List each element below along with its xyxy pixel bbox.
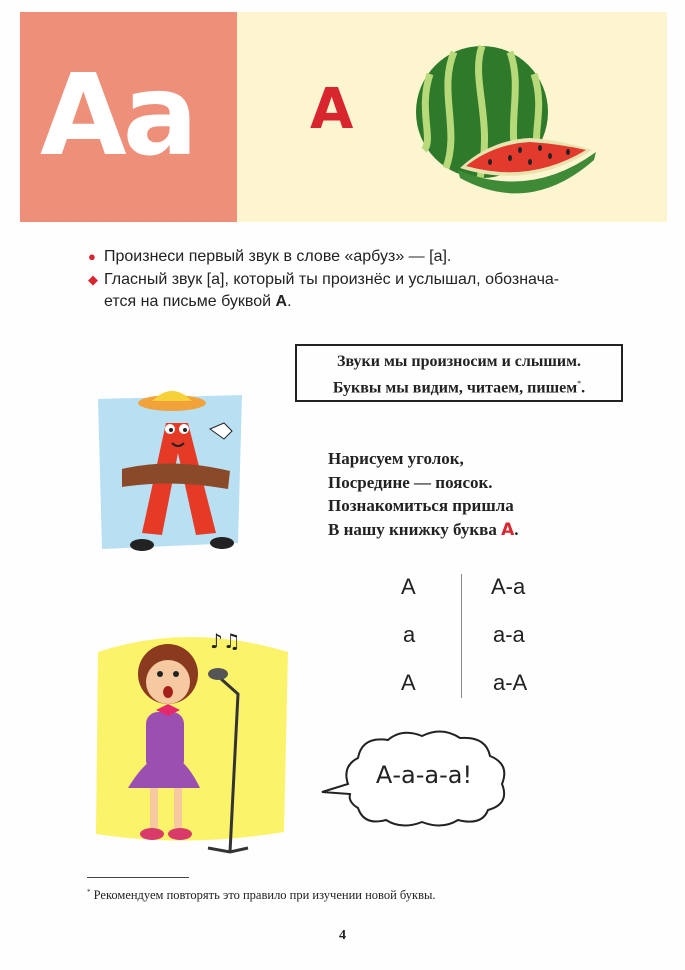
table-left-cell: а	[403, 622, 416, 647]
rule-line-2-end: .	[581, 379, 586, 397]
singing-girl-illustration	[88, 612, 298, 862]
table-right-cell: а-а	[493, 622, 525, 647]
bullet-item	[88, 269, 648, 313]
bullet-period: .	[287, 293, 292, 310]
table-right-cell: А-а	[491, 574, 526, 599]
bullet-item	[88, 246, 648, 268]
poem-line-1: Нарисуем уголок,	[328, 449, 464, 468]
footnote-divider	[87, 877, 189, 878]
big-letters-aa: Aa	[40, 51, 195, 181]
bullet-text-2a: Гласный звук [а], который ты произнёс и услышал, обознача-	[104, 271, 560, 288]
red-letter-a: A	[310, 77, 354, 142]
bullet-text-1: Произнеси первый звук в слове «арбуз» — [а].	[104, 248, 452, 265]
header-left-panel	[20, 12, 237, 222]
bullet-dot-icon: ●	[88, 249, 96, 264]
watermelon-illustration	[410, 40, 610, 210]
poem	[328, 447, 519, 542]
poem-line-2: Посредине — поясок.	[328, 472, 493, 492]
poem-period: .	[514, 519, 519, 539]
instruction-bullets	[88, 246, 648, 313]
footnote-mark: *	[577, 379, 582, 388]
poem-letter-a: А	[501, 519, 515, 540]
table-right-cell: а-А	[493, 670, 528, 695]
table-divider	[461, 574, 462, 698]
rule-line-2-wrap	[297, 373, 621, 399]
letter-a-character-illustration	[92, 383, 252, 563]
speech-bubble	[318, 728, 518, 832]
bullet-letter-a: А	[275, 293, 288, 310]
poem-line-4: В нашу книжку буква	[328, 519, 497, 539]
footnote-mark: *	[87, 888, 91, 896]
letters-table	[395, 568, 555, 698]
rule-box	[295, 344, 623, 402]
header-banner	[20, 12, 667, 222]
poem-line-3: Познакомиться пришла	[328, 496, 514, 515]
rule-line-2: Буквы мы видим, читаем, пишем	[332, 379, 578, 397]
page-number: 4	[339, 928, 346, 943]
speech-bubble-text: А-а-а-а!	[375, 761, 473, 789]
rule-line-1: Звуки мы произносим и слышим.	[337, 353, 581, 370]
table-left-cell: А	[401, 670, 416, 695]
poem-line-4-wrap	[328, 518, 519, 543]
bullet-diamond-icon: ◆	[88, 272, 98, 287]
svg-text:♪♫: ♪♫	[210, 629, 241, 653]
table-left-cell: А	[401, 574, 416, 599]
footnote	[87, 888, 436, 903]
footnote-text: Рекомендуем повторять это правило при изучении новой буквы.	[93, 888, 436, 903]
bullet-text-2b: ется на письме буквой	[104, 293, 272, 310]
